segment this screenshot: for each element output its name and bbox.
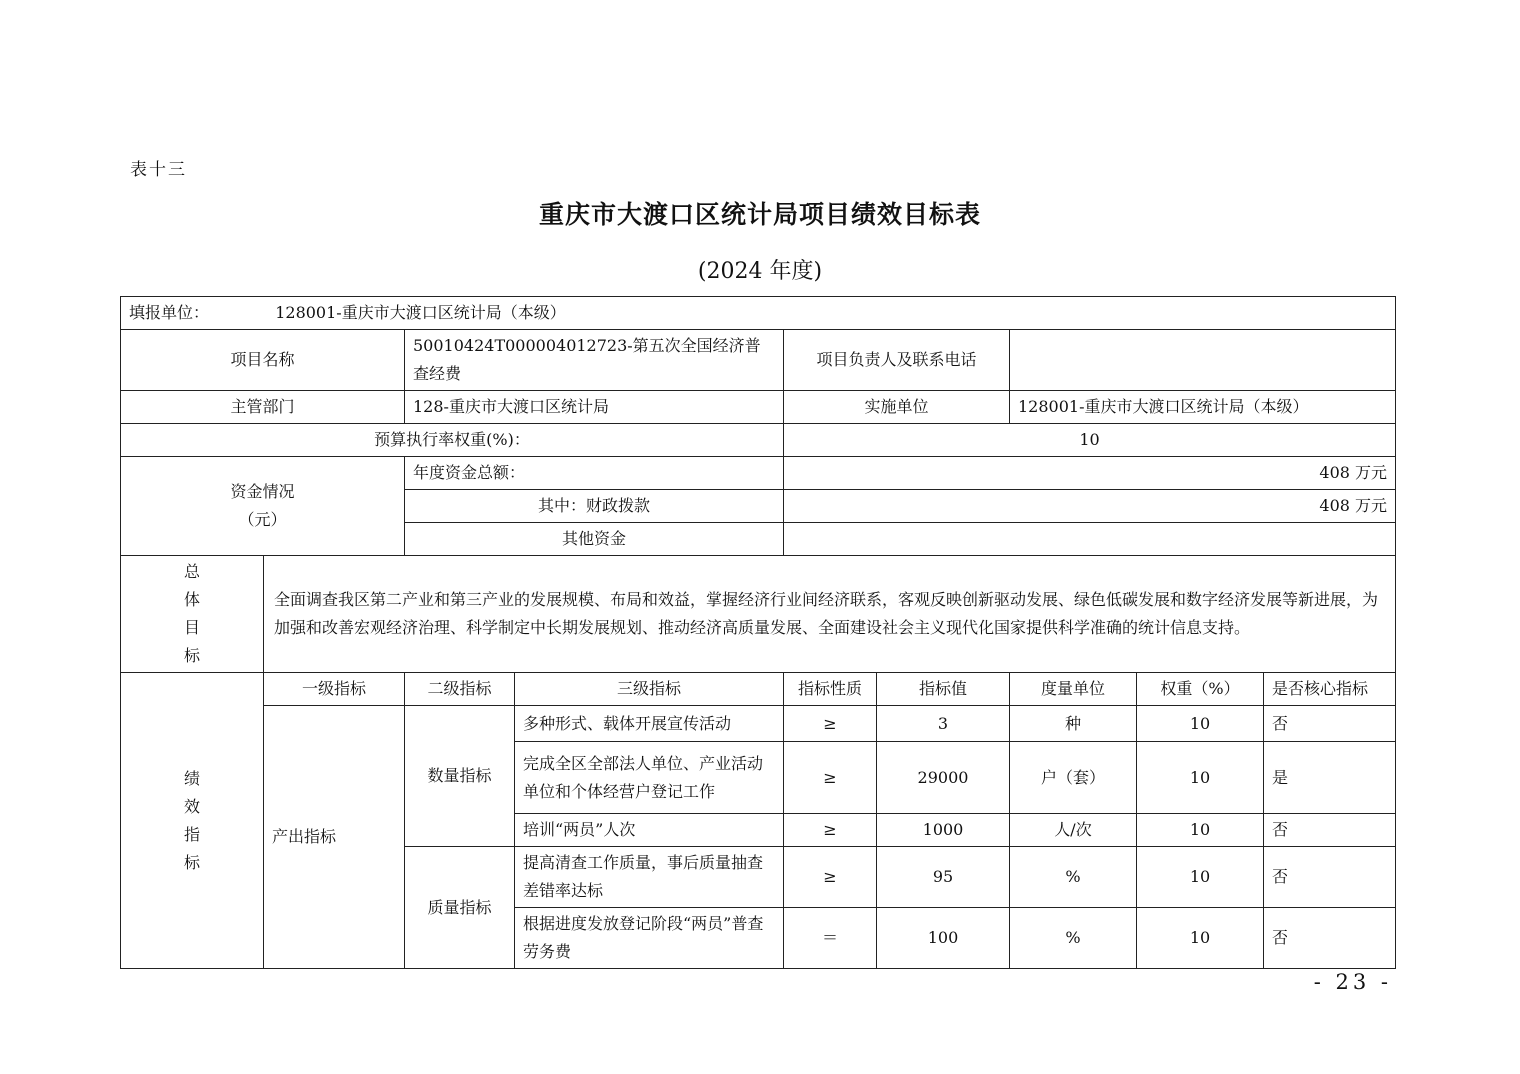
indicator-value: 29000 bbox=[877, 742, 1010, 814]
overall-goal-label: 总体目标 bbox=[183, 562, 200, 665]
indicator-value: 100 bbox=[877, 908, 1010, 969]
project-name-label: 项目名称 bbox=[121, 330, 405, 391]
indicator-core: 否 bbox=[1264, 706, 1396, 742]
indicator-op: ＝ bbox=[784, 908, 877, 969]
performance-target-table bbox=[120, 296, 1396, 969]
funds-total-label: 年度资金总额： bbox=[405, 457, 784, 490]
dept-label: 主管部门 bbox=[121, 391, 405, 424]
indicator-name: 提高清查工作质量，事后质量抽查差错率达标 bbox=[515, 847, 784, 908]
indicator-unit: 人/次 bbox=[1010, 814, 1137, 847]
overall-goal-text: 全面调查我区第二产业和第三产业的发展规模、布局和效益，掌握经济行业间经济联系，客观反映创新驱动发展、绿色低碳发展和数字经济发展等新进展，为加强和改善宏观经济治理、科学制定中长期发展规划、推动经济高质量发展、全面建设社会主义现代化国家提供科学准确的统计信息支持。 bbox=[264, 556, 1396, 673]
indicator-core: 否 bbox=[1264, 847, 1396, 908]
indicator-core: 否 bbox=[1264, 814, 1396, 847]
overall-goal-label-cell bbox=[121, 556, 264, 673]
indicator-op: ≥ bbox=[784, 706, 877, 742]
indicator-unit: 种 bbox=[1010, 706, 1137, 742]
header-core: 是否核心指标 bbox=[1264, 673, 1396, 706]
indicator-unit: % bbox=[1010, 908, 1137, 969]
page-number: - 23 - bbox=[1313, 970, 1392, 994]
funds-other-label: 其他资金 bbox=[405, 523, 784, 556]
impl-unit-value: 128001-重庆市大渡口区统计局（本级） bbox=[1010, 391, 1396, 424]
indicator-name: 根据进度发放登记阶段“两员”普查劳务费 bbox=[515, 908, 784, 969]
impl-unit-label: 实施单位 bbox=[784, 391, 1010, 424]
indicator-op: ≥ bbox=[784, 847, 877, 908]
indicator-value: 1000 bbox=[877, 814, 1010, 847]
contact-value bbox=[1010, 330, 1396, 391]
indicator-name: 完成全区全部法人单位、产业活动单位和个体经营户登记工作 bbox=[515, 742, 784, 814]
indicator-value: 3 bbox=[877, 706, 1010, 742]
fill-unit-row bbox=[121, 297, 1396, 330]
indicator-value: 95 bbox=[877, 847, 1010, 908]
indicator-unit: % bbox=[1010, 847, 1137, 908]
fill-unit-label: 填报单位： bbox=[129, 303, 210, 322]
indicator-name: 培训“两员”人次 bbox=[515, 814, 784, 847]
header-value: 指标值 bbox=[877, 673, 1010, 706]
indicator-weight: 10 bbox=[1137, 908, 1264, 969]
project-name-value: 50010424T000004012723-第五次全国经济普查经费 bbox=[405, 330, 784, 391]
indicator-core: 否 bbox=[1264, 908, 1396, 969]
level1-output: 产出指标 bbox=[264, 706, 405, 969]
indicator-op: ≥ bbox=[784, 814, 877, 847]
indicator-name: 多种形式、载体开展宣传活动 bbox=[515, 706, 784, 742]
budget-rate-label: 预算执行率权重(%)： bbox=[121, 424, 784, 457]
funds-label bbox=[121, 457, 405, 556]
budget-rate-value: 10 bbox=[784, 424, 1396, 457]
indicators-section-cell bbox=[121, 673, 264, 969]
indicator-weight: 10 bbox=[1137, 742, 1264, 814]
indicators-section-label: 绩效指标 bbox=[183, 768, 200, 872]
indicator-core: 是 bbox=[1264, 742, 1396, 814]
header-unit: 度量单位 bbox=[1010, 673, 1137, 706]
level2-quality: 质量指标 bbox=[405, 847, 515, 969]
table-row bbox=[121, 706, 1396, 742]
funds-total-value: 408 万元 bbox=[784, 457, 1396, 490]
funds-fiscal-label: 其中：财政拨款 bbox=[405, 490, 784, 523]
contact-label: 项目负责人及联系电话 bbox=[784, 330, 1010, 391]
table-number: 表十三 bbox=[130, 160, 187, 180]
fill-unit-value: 128001-重庆市大渡口区统计局（本级） bbox=[275, 303, 566, 322]
indicator-weight: 10 bbox=[1137, 706, 1264, 742]
header-weight: 权重（%） bbox=[1137, 673, 1264, 706]
funds-label-line1: 资金情况 bbox=[230, 482, 295, 501]
indicator-weight: 10 bbox=[1137, 814, 1264, 847]
funds-other-value bbox=[784, 523, 1396, 556]
header-nature: 指标性质 bbox=[784, 673, 877, 706]
dept-value: 128-重庆市大渡口区统计局 bbox=[405, 391, 784, 424]
funds-label-line2: （元） bbox=[238, 510, 287, 529]
document-title: 重庆市大渡口区统计局项目绩效目标表 bbox=[538, 200, 981, 229]
indicator-unit: 户（套） bbox=[1010, 742, 1137, 814]
indicator-op: ≥ bbox=[784, 742, 877, 814]
header-level2: 二级指标 bbox=[405, 673, 515, 706]
funds-fiscal-value: 408 万元 bbox=[784, 490, 1396, 523]
header-level3: 三级指标 bbox=[515, 673, 784, 706]
document-year: (2024 年度) bbox=[697, 259, 823, 284]
level2-quantity: 数量指标 bbox=[405, 706, 515, 847]
indicator-weight: 10 bbox=[1137, 847, 1264, 908]
header-level1: 一级指标 bbox=[264, 673, 405, 706]
